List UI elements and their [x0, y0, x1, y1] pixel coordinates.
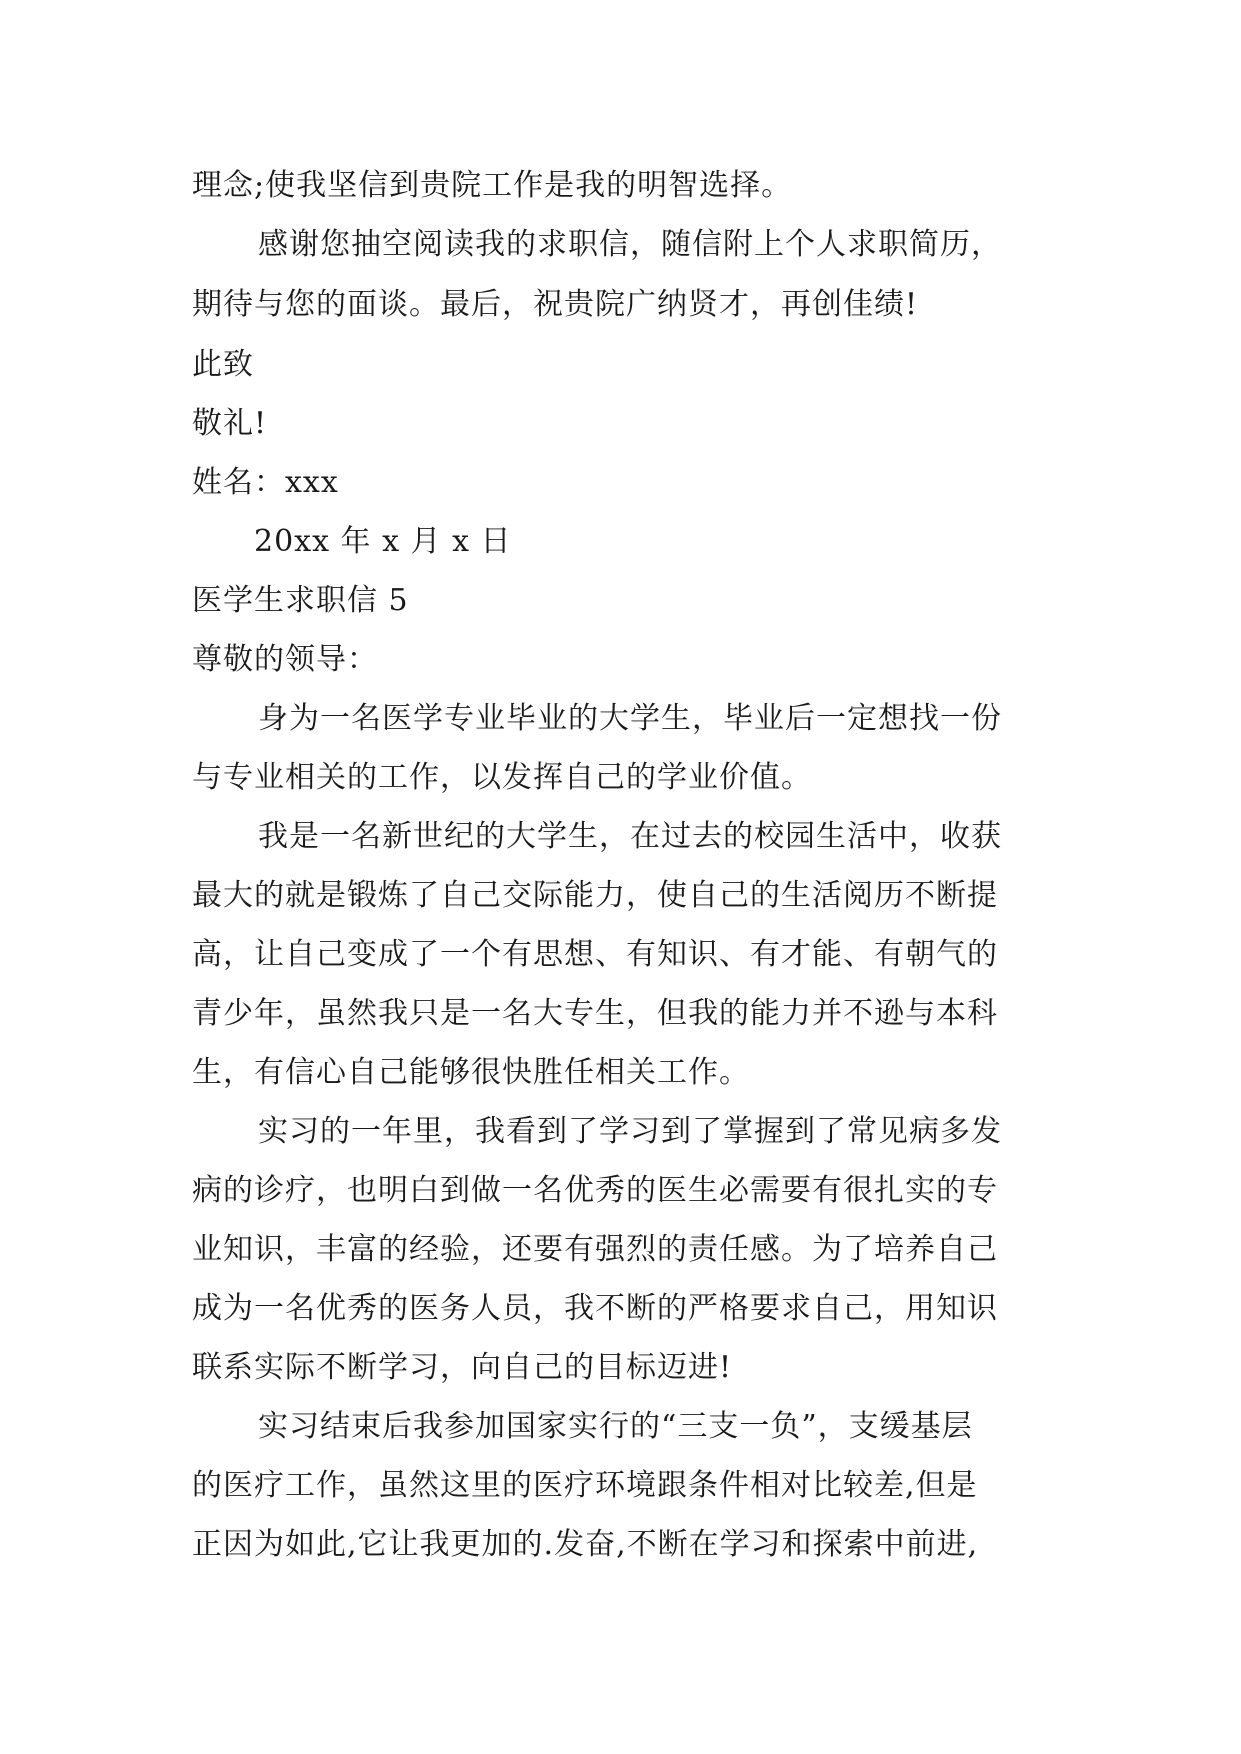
greeting: 尊敬的领导：: [192, 642, 378, 677]
text-line: 实习结束后我参加国家实行的“三支一负”，支缓基层: [258, 1409, 973, 1444]
text-line: 青少年，虽然我只是一名大专生，但我的能力并不逊与本科: [192, 996, 998, 1031]
text-line: 我是一名新世纪的大学生，在过去的校园生活中，收获: [258, 819, 1002, 854]
text-line: 成为一名优秀的医务人员，我不断的严格要求自己，用知识: [192, 1291, 998, 1326]
text-line: 生，有信心自己能够很快胜任相关工作。: [192, 1055, 750, 1090]
text-line: 病的诊疗，也明白到做一名优秀的医生必需要有很扎实的专: [192, 1173, 998, 1208]
text-line: 身为一名医学专业毕业的大学生，毕业后一定想找一份: [258, 701, 1002, 736]
signature-date: 20xx 年 x 月 x 日: [254, 524, 512, 559]
section-title: 医学生求职信 5: [192, 583, 409, 618]
signature-name: 姓名：xxx: [192, 465, 339, 500]
text-line: 业知识，丰富的经验，还要有强烈的责任感。为了培养自己: [192, 1232, 998, 1267]
text-line: 期待与您的面谈。最后，祝贵院广纳贤才，再创佳绩!: [192, 287, 919, 322]
text-line: 与专业相关的工作，以发挥自己的学业价值。: [192, 760, 812, 795]
text-line: 联系实际不断学习，向自己的目标迈进!: [192, 1350, 733, 1385]
text-line: 高，让自己变成了一个有思想、有知识、有才能、有朝气的: [192, 937, 998, 972]
closing-line: 此致: [192, 347, 254, 382]
text-line: 的医疗工作，虽然这里的医疗环境跟条件相对比较差,但是: [192, 1468, 978, 1503]
text-line: 正因为如此,它让我更加的.发奋,不断在学习和探索中前进,: [192, 1527, 979, 1562]
salutation-line: 敬礼!: [192, 406, 268, 441]
text-line: 感谢您抽空阅读我的求职信，随信附上个人求职简历，: [258, 227, 1002, 262]
text-line: 最大的就是锻炼了自己交际能力，使自己的生活阅历不断提: [192, 878, 998, 913]
text-line: 理念;使我坚信到贵院工作是我的明智选择。: [192, 168, 793, 203]
text-line: 实习的一年里，我看到了学习到了掌握到了常见病多发: [258, 1114, 1002, 1149]
